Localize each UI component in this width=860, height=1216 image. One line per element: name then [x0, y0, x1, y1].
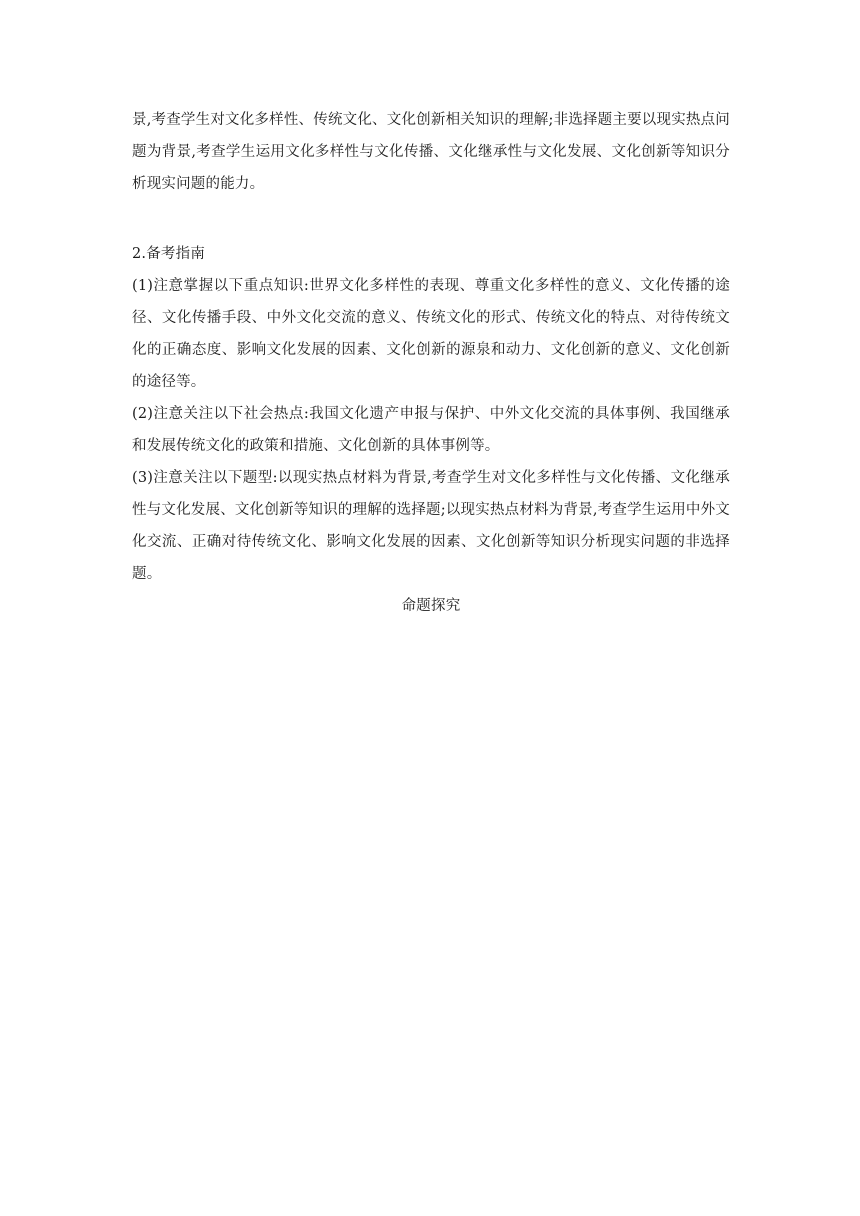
guide-heading: 2.备考指南: [132, 246, 206, 262]
section-title: 命题探究: [401, 598, 461, 614]
guide-item-2: (2)注意关注以下社会热点:我国文化遗产申报与保护、中外文化交流的具体事例、我国继承和发展传统文化的政策和措施、文化创新的具体事例等。: [132, 406, 730, 454]
exam-guide-section: [132, 238, 730, 622]
intro-section: [132, 104, 730, 200]
guide-item-3: (3)注意关注以下题型:以现实热点材料为背景,考查学生对文化多样性与文化传播、文化继承性与文化发展、文化创新等知识的理解的选择题;以现实热点材料为背景,考查学生运用中外文化交流、正确对待传统文化、影响文化发展的因素、文化创新等知识分析现实问题的非选择题。: [132, 470, 730, 582]
guide-item-1: (1)注意掌握以下重点知识:世界文化多样性的表现、尊重文化多样性的意义、文化传播的途径、文化传播手段、中外文化交流的意义、传统文化的形式、传统文化的特点、对待传统文化的正确态度、影响文化发展的因素、文化创新的源泉和动力、文化创新的意义、文化创新的途径等。: [132, 278, 730, 390]
intro-paragraph: 景,考查学生对文化多样性、传统文化、文化创新相关知识的理解;非选择题主要以现实热点问题为背景,考查学生运用文化多样性与文化传播、文化继承性与文化发展、文化创新等知识分析现实问题的能力。: [132, 112, 730, 192]
